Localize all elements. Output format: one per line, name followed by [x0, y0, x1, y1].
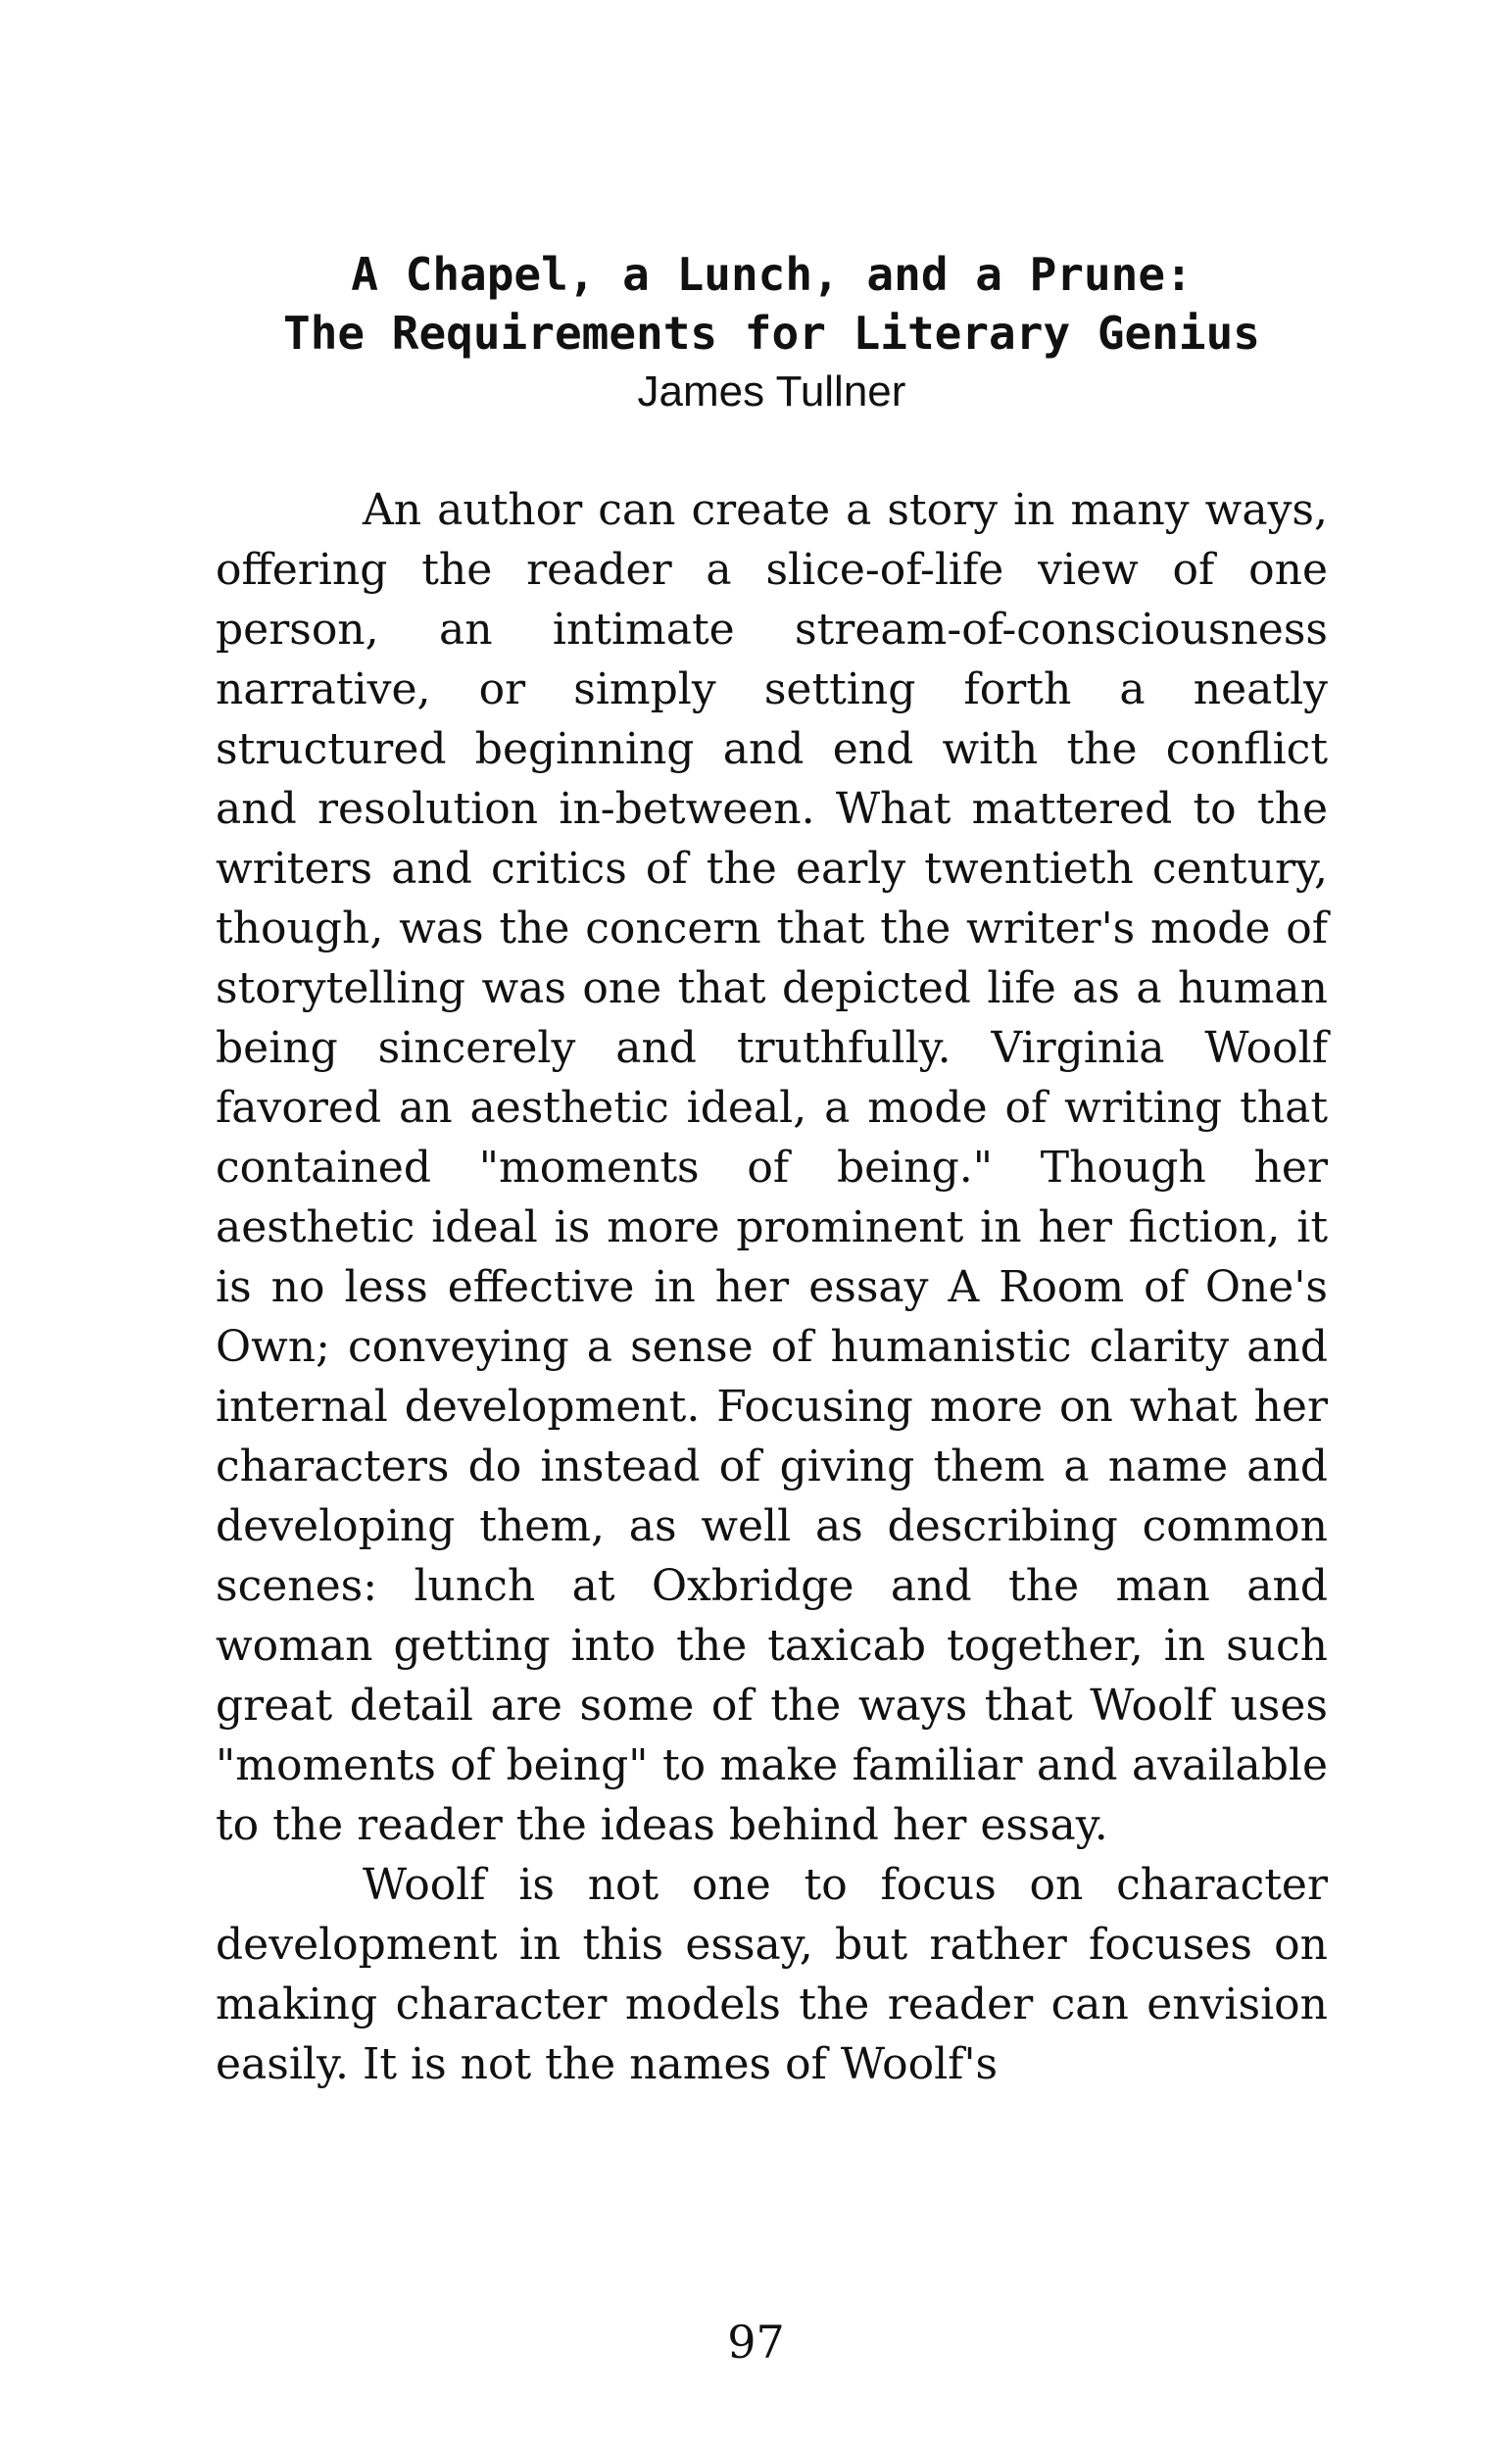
article-body	[216, 480, 1328, 2094]
article-header	[216, 245, 1328, 421]
page-number: 97	[727, 2316, 785, 2369]
paragraph-1: An author can create a story in many ways, offering the reader a slice-of-life view of one person, an intimate stream-of-consciousness narrative, or simply setting forth a neatly structured beginning and end with the conflict and resolution in-between. What mattered to the writers and critics of the early twentieth century, though, was the concern that the writer's mode of storytelling was one that depicted life as a human being sincerely and truthfully. Virginia Woolf favored an aesthetic ideal, a mode of writing that contained "moments of being." Though her aesthetic ideal is more prominent in her fiction, it is no less effective in her essay A Room of One's Own; conveying a sense of humanistic clarity and internal development. Focusing more on what her characters do instead of giving them a name and developing them, as well as describing common scenes: lunch at Oxbridge and the man and woman getting into the taxicab together, in such great detail are some of the ways that Woolf uses "moments of being" to make familiar and available to the reader the ideas behind her essay.	[216, 485, 1328, 1850]
paragraph-2: Woolf is not one to focus on character development in this essay, but rather focuses on making character models the reader can envision easily. It is not the names of Woolf's	[216, 1860, 1328, 2089]
article-title-line-1: A Chapel, a Lunch, and a Prune:	[351, 248, 1193, 301]
article-title-line-2: The Requirements for Literary Genius	[283, 307, 1260, 360]
article-author: James Tullner	[637, 367, 906, 415]
